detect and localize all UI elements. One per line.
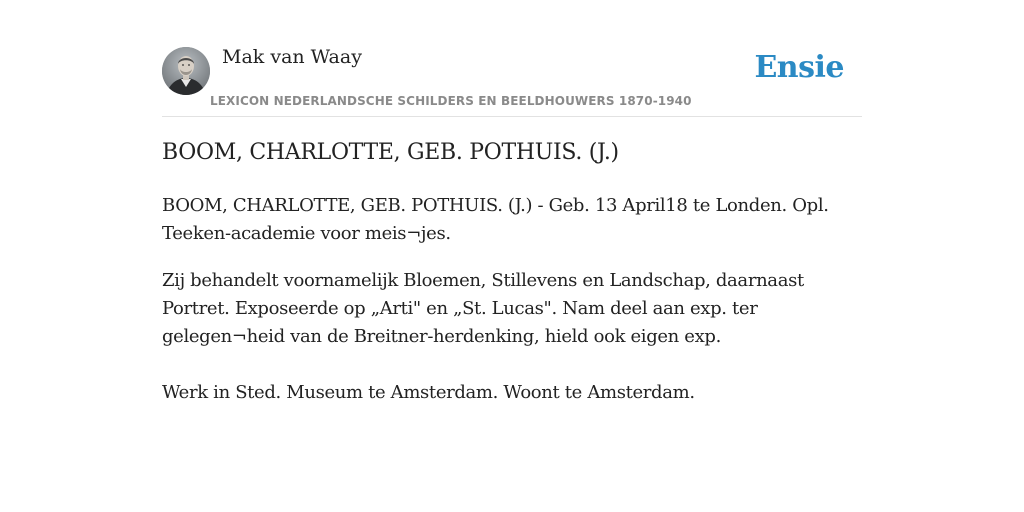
site-header (162, 0, 862, 117)
ensie-logo[interactable]: Ensie (754, 50, 844, 85)
entry-paragraph: BOOM, CHARLOTTE, GEB. POTHUIS. (J.) - Geb. 13 April18 te Londen. Opl. Teeken-academie voor meis¬jes. (162, 195, 829, 244)
author-portrait-icon (162, 47, 210, 95)
entry-body (162, 192, 862, 426)
entry-title: BOOM, CHARLOTTE, GEB. POTHUIS. (J.) (162, 140, 619, 165)
author-name[interactable]: Mak van Waay (222, 46, 362, 68)
entry-paragraph: Zij behandelt voornamelijk Bloemen, Stillevens en Landschap, daarnaast Portret. Exposeerde op „Arti" en „St. Lucas". Nam deel aan exp. ter gelegen¬heid van de Breitner-herdenking, hield ook eigen exp. (162, 270, 804, 347)
entry-paragraph: Werk in Sted. Museum te Amsterdam. Woont te Amsterdam. (162, 382, 695, 403)
lexicon-title[interactable]: LEXICON NEDERLANDSCHE SCHILDERS EN BEELDHOUWERS 1870-1940 (210, 94, 692, 108)
page-container (162, 0, 862, 403)
author-avatar[interactable] (162, 47, 210, 95)
